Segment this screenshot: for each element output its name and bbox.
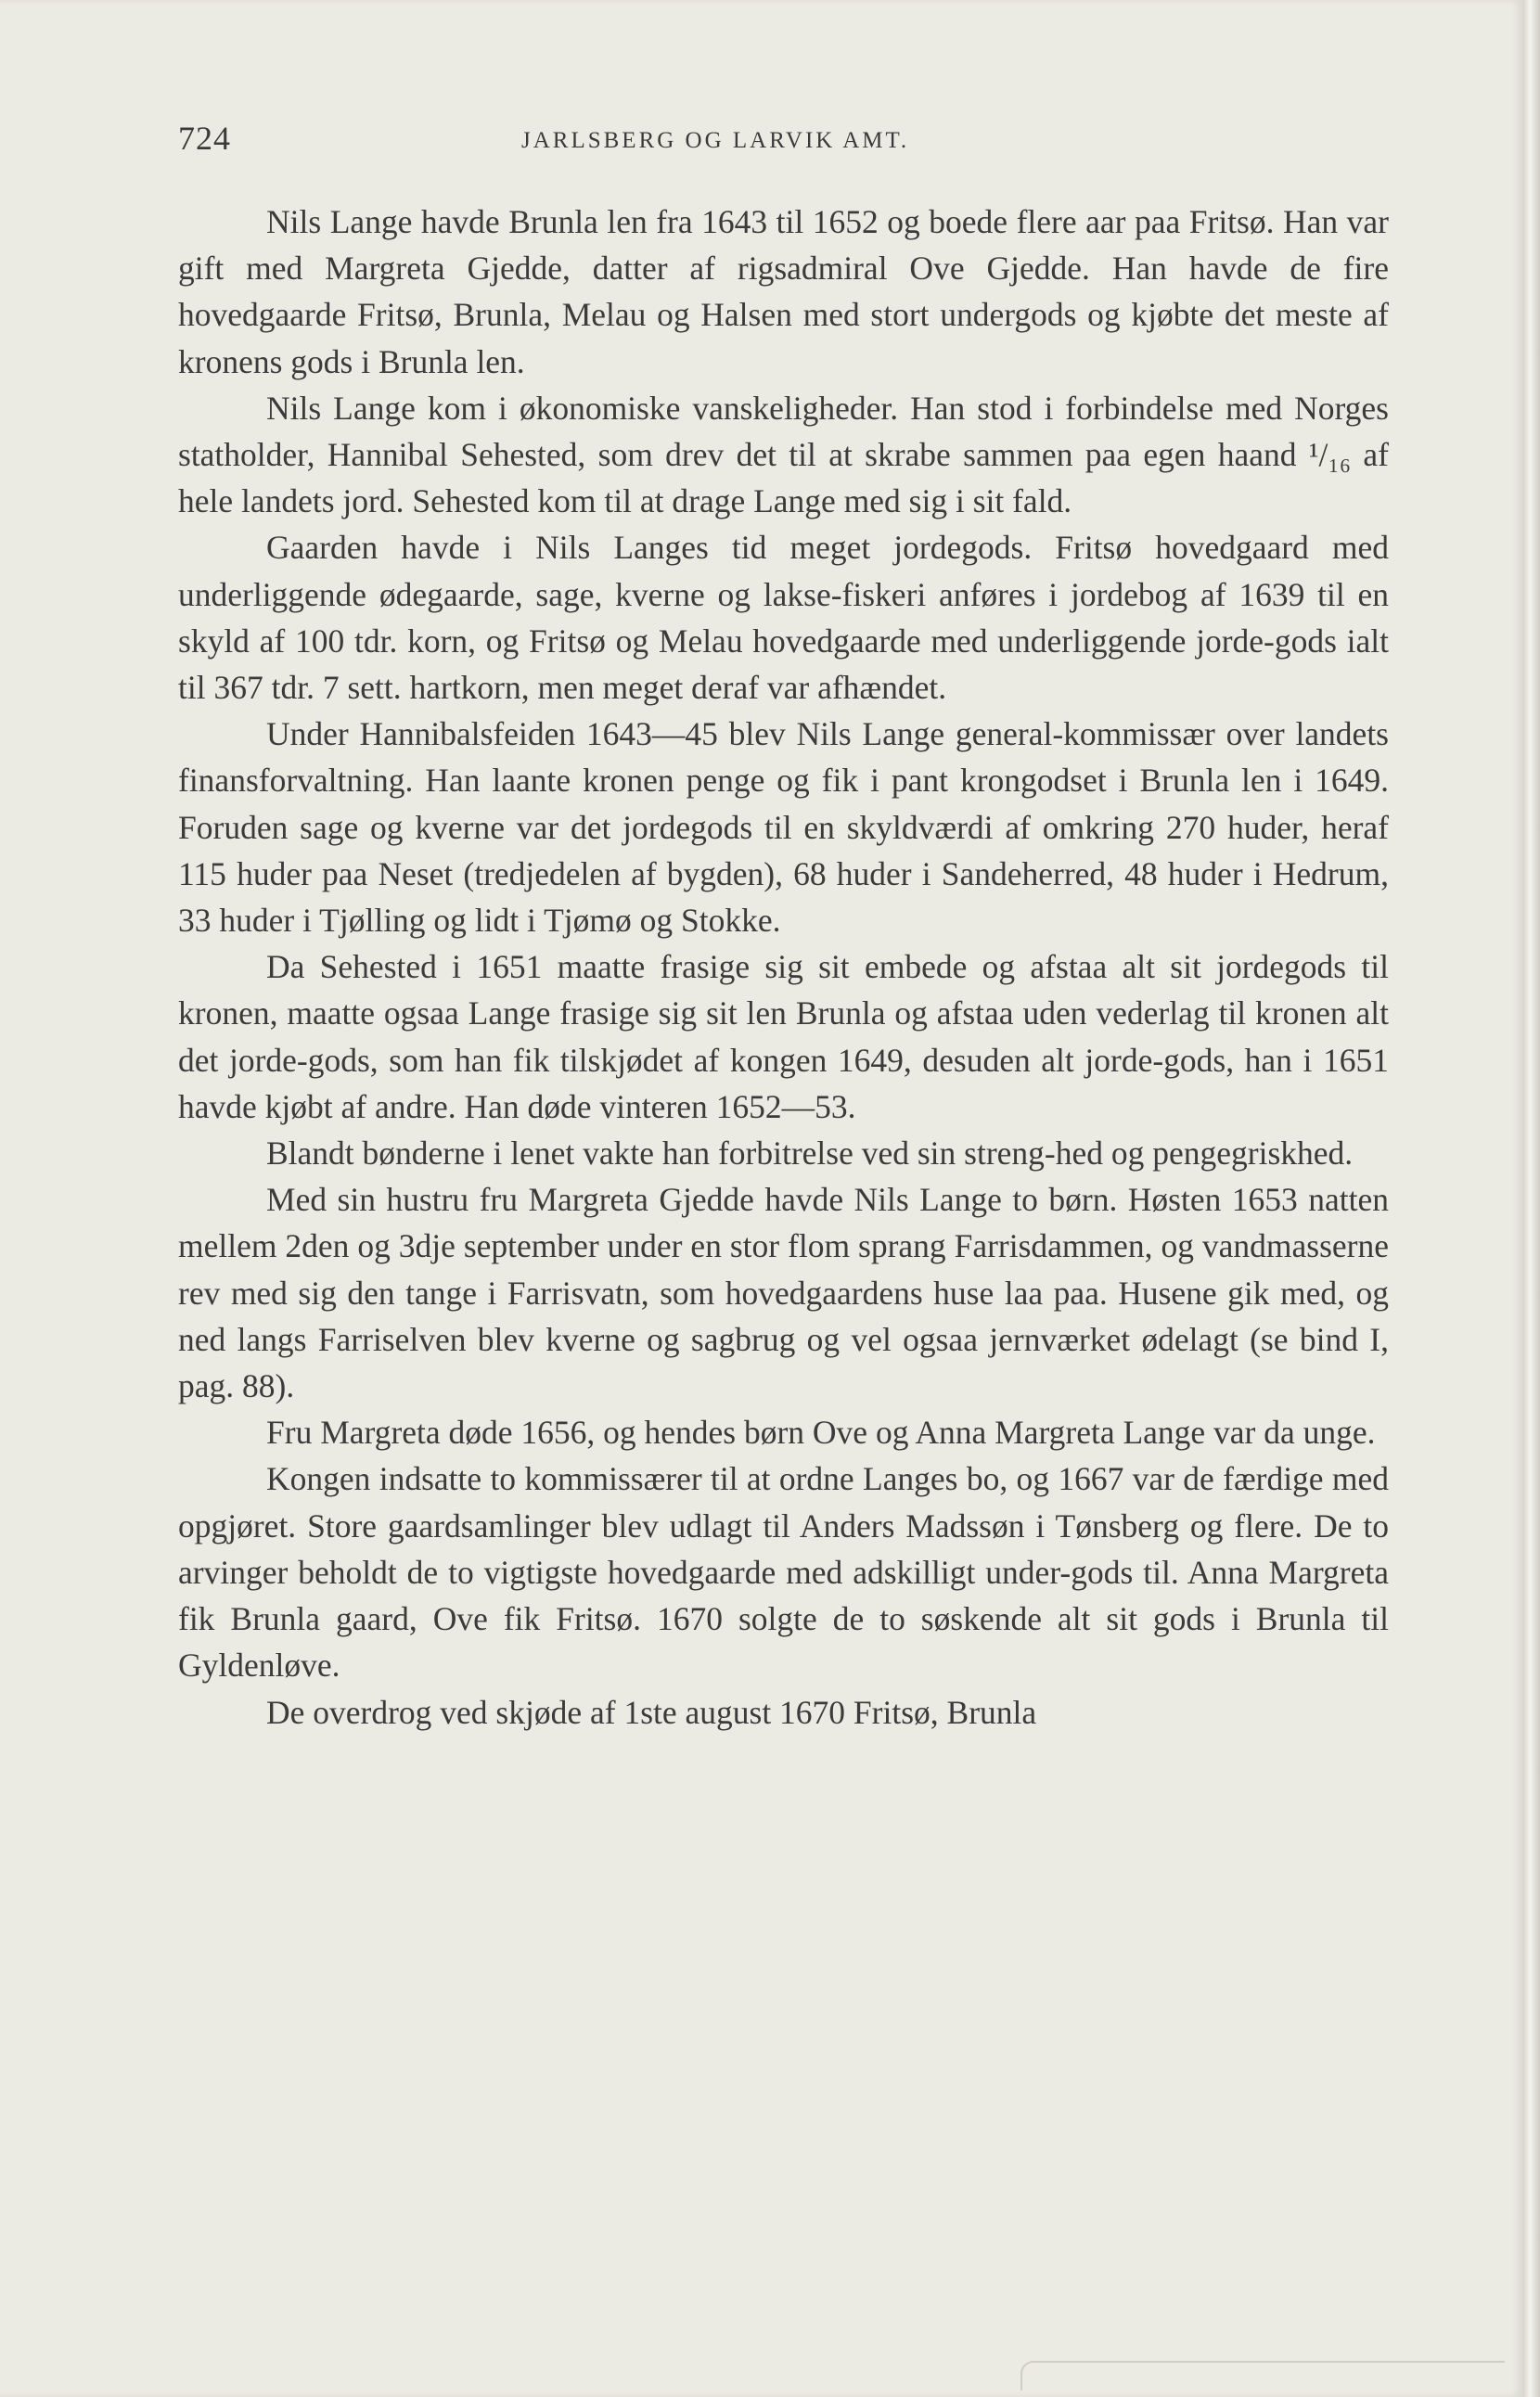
page-header xyxy=(178,119,1384,174)
paragraph: Kongen indsatte to kommissærer til at ordne Langes bo, og 1667 var de færdige med opgjøret. Store gaardsamlinger blev udlagt til Anders Madssøn i Tønsberg og flere. De to arvinger beholdt de to vigtigste hovedgaarde med adskilligt under-gods til. Anna Margreta fik Brunla gaard, Ove fik Fritsø. 1670 solgte de to søskende alt sit gods i Brunla til Gyldenløve. xyxy=(178,1460,1389,1685)
paragraph: Da Sehested i 1651 maatte frasige sig sit embede og afstaa alt sit jordegods til kronen, maatte ogsaa Lange frasige sig sit len Brunla og afstaa uden vederlag til kronen alt det jorde-gods, som han fik tilskjødet af kongen 1649, desuden alt jorde-gods, han i 1651 havde kjøbt af andre. Han døde vinteren 1652—53. xyxy=(178,948,1389,1125)
page-number: 724 xyxy=(178,120,231,157)
paragraph: Nils Lange havde Brunla len fra 1643 til 1652 og boede flere aar paa Fritsø. Han var gift med Margreta Gjedde, datter af rigsadmiral Ove Gjedde. Han havde de fire hovedgaarde Fritsø, Brunla, Melau og Halsen med stort undergods og kjøbte det meste af kronens gods i Brunla len. xyxy=(178,203,1389,380)
page-edge-shadow xyxy=(1523,0,1540,2397)
body-text xyxy=(178,199,1389,1736)
paragraph: Nils Lange kom i økonomiske vanskeligheder. Han stod i forbindelse med Norges statholder, Hannibal Sehested, som drev det til at skrabe sammen paa egen haand ¹/₁₆ af hele landets jord. Sehested kom til at drage Lange med sig i sit fald. xyxy=(178,389,1389,520)
paragraph: Under Hannibalsfeiden 1643—45 blev Nils Lange general-kommissær over landets finansforvaltning. Han laante kronen penge og fik i pant krongodset i Brunla len i 1649. Foruden sage og kverne var det jordegods til en skyldværdi af omkring 270 huder, heraf 115 huder paa Neset (tredjedelen af bygden), 68 huder i Sandeherred, 48 huder i Hedrum, 33 huder i Tjølling og lidt i Tjømø og Stokke. xyxy=(178,715,1389,940)
paragraph: Med sin hustru fru Margreta Gjedde havde Nils Lange to børn. Høsten 1653 natten mellem 2den og 3dje september under en stor flom sprang Farrisdammen, og vandmasserne rev med sig den tange i Farrisvatn, som hovedgaardens huse laa paa. Husene gik med, og ned langs Farriselven blev kverne og sagbrug og vel ogsaa jernværket ødelagt (se bind I, pag. 88). xyxy=(178,1181,1389,1405)
paragraph: Blandt bønderne i lenet vakte han forbitrelse ved sin streng-hed og pengegriskhed. xyxy=(266,1134,1354,1173)
page-corner-mark xyxy=(1020,2361,1505,2391)
running-head: JARLSBERG OG LARVIK AMT. xyxy=(521,128,910,153)
paragraph: De overdrog ved skjøde af 1ste august 1670 Fritsø, Brunla xyxy=(266,1693,1037,1731)
paragraph: Gaarden havde i Nils Langes tid meget jordegods. Fritsø hovedgaard med underliggende ødegaarde, sage, kverne og lakse-fiskeri anføres i jordebog af 1639 til en skyld af 100 tdr. korn, og Fritsø og Melau hovedgaarde med underliggende jorde-gods ialt til 367 tdr. 7 sett. hartkorn, men meget deraf var afhændet. xyxy=(178,529,1389,707)
paragraph: Fru Margreta døde 1656, og hendes børn Ove og Anna Margreta Lange var da unge. xyxy=(266,1414,1376,1452)
